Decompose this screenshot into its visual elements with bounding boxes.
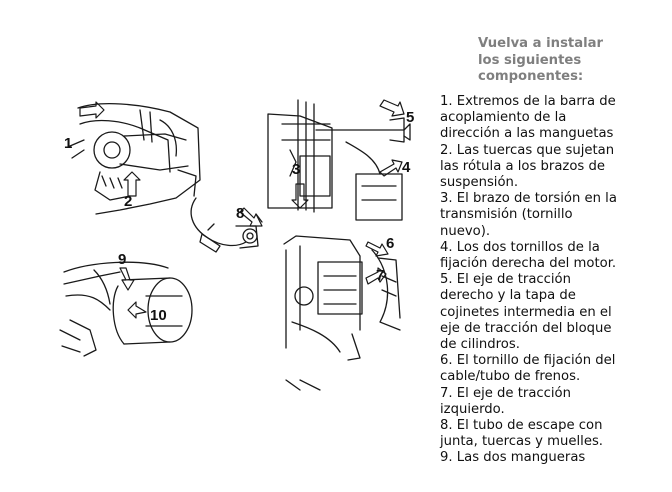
step-line: cable/tubo de frenos. <box>440 369 581 385</box>
step-line: suspensión. <box>440 175 519 191</box>
arrow-5 <box>380 100 404 116</box>
drive-shaft-sketch <box>284 236 400 390</box>
arrow-6 <box>366 242 388 256</box>
callout-4: 4 <box>402 159 411 176</box>
step-line: 7. El eje de tracción <box>440 385 571 401</box>
arrow-10 <box>128 302 146 318</box>
hoses-sketch <box>60 262 192 356</box>
step-line: derecho y la tapa de <box>440 288 576 304</box>
callout-8: 8 <box>236 205 245 222</box>
step-line: acoplamiento de la <box>440 110 567 126</box>
callout-5: 5 <box>406 109 415 126</box>
step-line: transmisión (tornillo <box>440 207 573 223</box>
step-line: las rótula a los brazos de <box>440 158 605 174</box>
section-heading <box>478 36 658 86</box>
callout-6: 6 <box>386 235 395 252</box>
step-line: nuevo). <box>440 223 491 239</box>
torsion-arm-sketch <box>268 100 410 220</box>
step-line: 5. El eje de tracción <box>440 272 571 288</box>
callout-10: 10 <box>150 307 167 324</box>
step-line: dirección a las manguetas <box>440 126 614 142</box>
heading-line: los siguientes <box>478 52 582 68</box>
callout-1: 1 <box>64 135 73 152</box>
step-line: 9. Las dos mangueras <box>440 450 586 466</box>
step-line: 3. El brazo de torsión en la <box>440 191 617 207</box>
step-line: 4. Los dos tornillos de la <box>440 239 600 255</box>
callout-9: 9 <box>118 251 127 268</box>
step-line: de cilindros. <box>440 337 520 353</box>
step-line: 1. Extremos de la barra de <box>440 94 616 109</box>
exhaust-pipe-sketch <box>191 198 262 252</box>
step-line: junta, tuercas y muelles. <box>440 434 604 450</box>
step-line: 6. El tornillo de fijación del <box>440 353 616 369</box>
heading-line: componentes: <box>478 69 584 84</box>
callout-2: 2 <box>124 193 133 210</box>
steering-suspension-sketch <box>70 104 200 214</box>
callout-7: 7 <box>376 267 385 284</box>
step-line: 2. Las tuercas que sujetan <box>440 142 615 158</box>
installation-steps <box>440 94 670 467</box>
heading-line: Vuelva a instalar <box>478 36 604 51</box>
step-line: fijación derecha del motor. <box>440 256 617 272</box>
step-line: eje de tracción del bloque <box>440 320 612 336</box>
step-line: izquierdo. <box>440 401 505 417</box>
callout-3: 3 <box>292 161 301 178</box>
step-line: 8. El tubo de escape con <box>440 418 603 434</box>
step-line: cojinetes intermedia en el <box>440 304 612 320</box>
